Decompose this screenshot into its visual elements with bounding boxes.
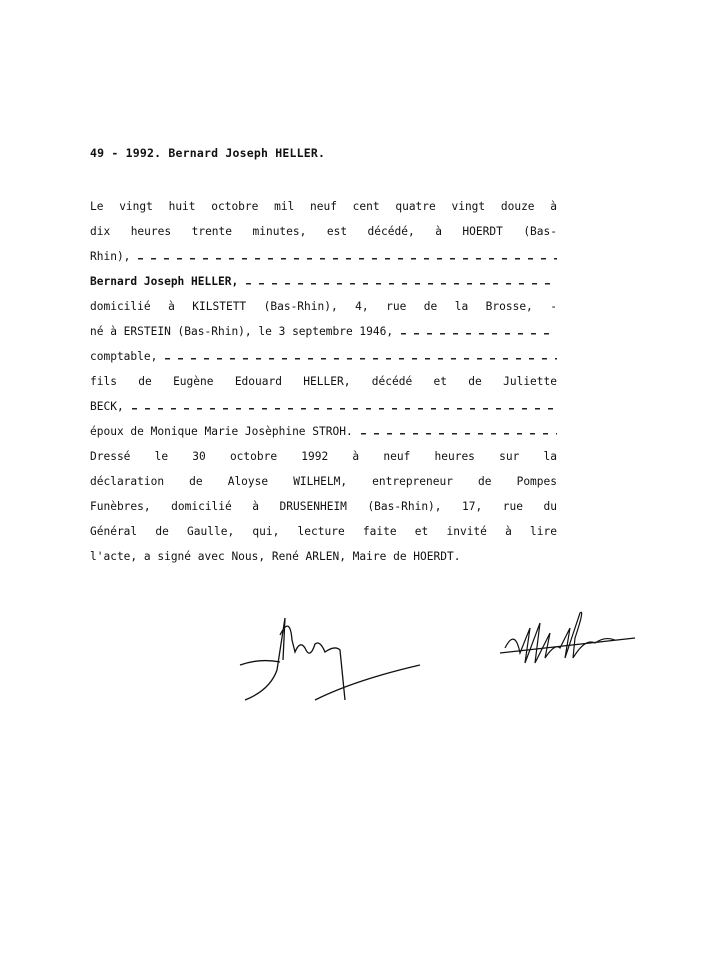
text-line: fils de Eugène Edouard HELLER, décédé et de Juliette [90,375,557,388]
text-line: Rhin), [90,250,557,264]
text-line: Général de Gaulle, qui, lecture faite et invité à lire [90,525,557,538]
text-line: né à ERSTEIN (Bas-Rhin), le 3 septembre 1946, [90,325,557,339]
act-title: 49 - 1992. Bernard Joseph HELLER. [90,146,326,160]
text-line: Le vingt huit octobre mil neuf cent quatre vingt douze à [90,200,557,213]
dash-filler [165,350,557,364]
mayor-signature-icon [235,610,425,710]
text-line: dix heures trente minutes, est décédé, à HOERDT (Bas- [90,225,557,238]
text-line: époux de Monique Marie Josèphine STROH. [90,425,557,439]
text-line: domicilié à KILSTETT (Bas-Rhin), 4, rue de la Brosse, - [90,300,557,313]
text-line: déclaration de Aloyse WILHELM, entrepreneur de Pompes [90,475,557,488]
dash-filler [138,250,557,264]
dash-filler [246,275,557,289]
declarant-signature-icon [495,608,645,678]
text-line: Funèbres, domicilié à DRUSENHEIM (Bas-Rhin), 17, rue du [90,500,557,513]
text-line: Dressé le 30 octobre 1992 à neuf heures sur la [90,450,557,463]
dash-filler [132,400,557,414]
text-line: l'acte, a signé avec Nous, René ARLEN, Maire de HOERDT. [90,550,461,563]
deceased-name-line: Bernard Joseph HELLER, [90,275,557,289]
text-line: comptable, [90,350,557,364]
dash-filler [401,325,557,339]
dash-filler [361,425,557,439]
text-line: BECK, [90,400,557,414]
